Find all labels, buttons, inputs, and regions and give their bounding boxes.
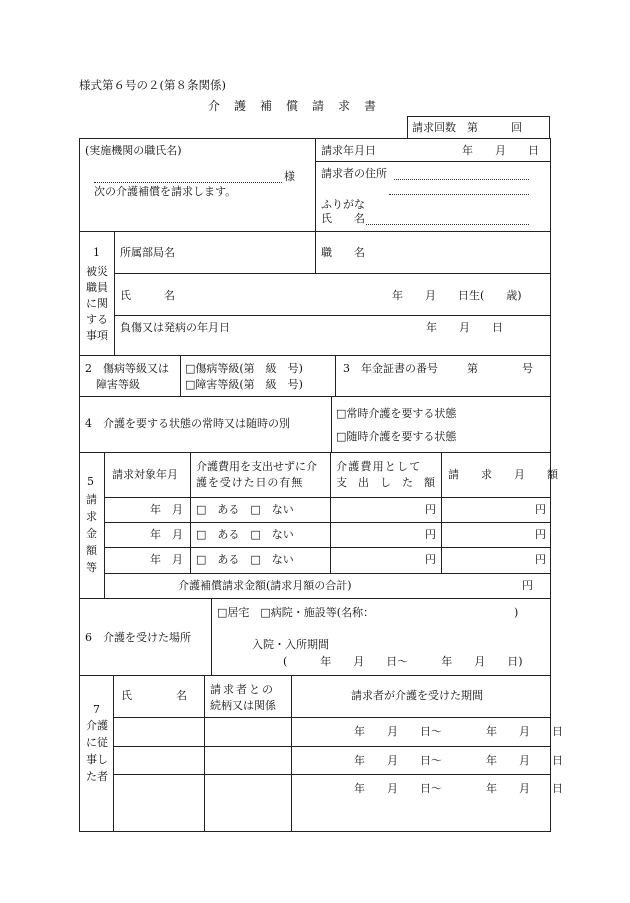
row1-expense[interactable]: 円 xyxy=(425,503,436,516)
section1-number: 1 xyxy=(93,246,100,259)
addressee-sama: 様 xyxy=(284,170,295,183)
row2-month[interactable]: 年 月 xyxy=(150,528,183,541)
section1-side-2: に関 xyxy=(86,297,108,310)
claimant-address-label: 請求者の住所 xyxy=(321,167,387,180)
admission-period-value[interactable]: ( 年 月 日～ 年 月 日) xyxy=(283,655,523,668)
occasional-care-option[interactable]: □随時介護を要する状態 xyxy=(336,430,457,443)
disability-grade-option[interactable]: □障害等級(第 級 号) xyxy=(185,378,303,391)
disease-grade-option[interactable]: □傷病等級(第 級 号) xyxy=(185,362,303,375)
row3-expense[interactable]: 円 xyxy=(425,553,436,566)
section5-side-0: 請 xyxy=(86,493,97,506)
section5-side-3: 額 xyxy=(86,544,97,557)
request-text: 次の介護補償を請求します。 xyxy=(94,185,237,198)
row3-presence[interactable]: □ ある □ ない xyxy=(196,553,294,566)
row1-month[interactable]: 年 月 xyxy=(150,503,183,516)
furigana-label: ふりがな xyxy=(321,198,365,211)
total-amount[interactable]: 円 xyxy=(522,579,533,592)
claimant-name-label: 氏 名 xyxy=(321,212,365,225)
section1-side-1: 職員 xyxy=(86,281,108,294)
section6-label: 6 介護を受けた場所 xyxy=(85,631,191,644)
victim-name-label: 氏 名 xyxy=(120,289,175,302)
section2-label-1: 2 傷病等級又は xyxy=(85,362,169,375)
section7-side-0: 介護 xyxy=(86,719,108,732)
col-header-care-1: 介護費用を支出せずに介 xyxy=(196,460,317,473)
section4-label: 4 介護を要する状態の常時又は随時の別 xyxy=(85,417,290,430)
row3-claim[interactable]: 円 xyxy=(535,553,546,566)
section5-number: 5 xyxy=(87,475,94,488)
claimant-address-line-1[interactable] xyxy=(394,179,529,180)
injury-date-label: 負傷又は発病の年月日 xyxy=(120,321,230,334)
row2-expense[interactable]: 円 xyxy=(425,528,436,541)
section2-label-2: 障害等級 xyxy=(96,378,140,391)
row1-claim[interactable]: 円 xyxy=(535,503,546,516)
row2-presence[interactable]: □ ある □ ない xyxy=(196,528,294,541)
section5-side-2: 金 xyxy=(86,527,97,540)
form-number: 様式第６号の２(第８条関係) xyxy=(79,78,226,92)
section7-number: 7 xyxy=(93,703,100,716)
col-header-expense-1: 介護費用として xyxy=(336,460,422,473)
birth-date-value[interactable]: 年 月 日生( 歳) xyxy=(392,289,522,302)
col-header-care-2: 護を受けた日の有無 xyxy=(196,476,304,489)
care-place-close-paren: ) xyxy=(514,606,519,619)
section7-side-3: た者 xyxy=(86,770,108,783)
position-label: 職 名 xyxy=(321,246,365,259)
caregiver1-period[interactable]: 年 月 日～ 年 月 日 xyxy=(354,725,563,738)
row1-presence[interactable]: □ ある □ ない xyxy=(196,503,294,516)
care-place-options[interactable]: □居宅 □病院・施設等(名称： xyxy=(217,606,375,619)
section1-side-0: 被災 xyxy=(86,265,108,278)
section5-side-4: 等 xyxy=(86,561,97,574)
claimant-name-line[interactable] xyxy=(366,224,529,225)
relation-header-1: 請求者との xyxy=(210,683,275,696)
caregiver2-period[interactable]: 年 月 日～ 年 月 日 xyxy=(354,754,563,767)
total-label: 介護補償請求金額(請求月額の合計) xyxy=(178,579,352,592)
section1-side-3: する xyxy=(86,313,108,326)
constant-care-option[interactable]: □常時介護を要する状態 xyxy=(336,407,457,420)
department-label: 所属部局名 xyxy=(120,246,175,259)
claim-date-label: 請求年月日 xyxy=(321,144,376,157)
injury-date-value[interactable]: 年 月 日 xyxy=(426,321,503,334)
claim-count-label: 請求回数 第 回 xyxy=(412,121,522,134)
row3-month[interactable]: 年 月 xyxy=(150,553,183,566)
row2-claim[interactable]: 円 xyxy=(535,528,546,541)
section1-side-4: 事項 xyxy=(86,329,108,342)
caregiver3-period[interactable]: 年 月 日～ 年 月 日 xyxy=(354,782,563,795)
claim-date-value[interactable]: 年 月 日 xyxy=(462,144,539,157)
addressee-label: (実施機関の職氏名) xyxy=(85,144,182,157)
addressee-name-line[interactable] xyxy=(94,182,282,183)
col-header-expense-2: 支 出 し た 額 xyxy=(336,476,435,489)
section3-label: 3 年金証書の番号 xyxy=(343,362,438,375)
care-period-header: 請求者が介護を受けた期間 xyxy=(351,689,483,702)
section5-side-1: 求 xyxy=(86,510,97,523)
pension-number-value[interactable]: 第 号 xyxy=(467,362,533,375)
section7-side-2: 事し xyxy=(86,753,108,766)
section7-side-1: に従 xyxy=(86,736,108,749)
caregiver-name-header: 氏 名 xyxy=(121,689,187,702)
admission-period-label: 入院・入所期間 xyxy=(252,638,329,651)
col-header-month: 請求対象年月 xyxy=(112,468,178,481)
claimant-address-line-2[interactable] xyxy=(389,194,529,195)
col-header-claim: 請 求 月 額 xyxy=(448,468,558,481)
relation-header-2: 続柄又は関係 xyxy=(210,699,276,712)
form-title: 介 護 補 償 請 求 書 xyxy=(208,99,378,113)
